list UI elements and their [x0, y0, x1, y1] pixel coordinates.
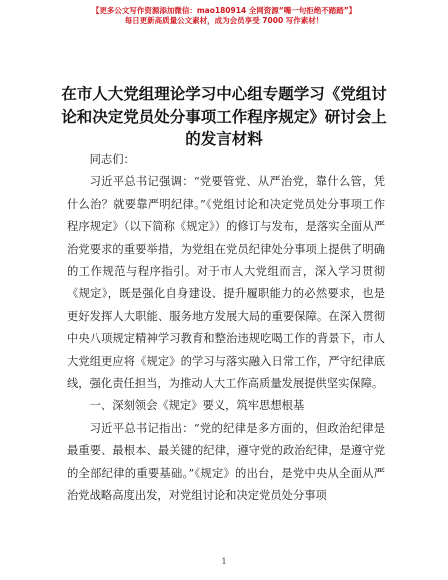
paragraph: 习近平总书记指出：“党的纪律是多方面的，但政治纪律是最重要、最根本、最关键的纪律，遵守党的政治纪律，是遵守党的全部纪律的重要基础。”《规定》的出台，是党中央从全面从严治党战略高度出发，对党组讨论和决定党员处分事项 [67, 421, 385, 503]
document-body [67, 149, 385, 508]
banner-line-2: 每日更新高质量公文素材，成为会员享受 7000 写作素材！ [124, 16, 324, 25]
section-heading: 一、深刻领会《规定》要义，筑牢思想根基 [89, 399, 305, 413]
paragraph: 习近平总书记强调：“党要管党、从严治党，靠什么管，凭什么治？就要靠严明纪律。”《党组讨论和决定党员处分事项工作程序规定》（以下简称《规定》）的修订与发布，是落实全面从严治党要求的重要举措，为党组在党员纪律处分事项上提供了明确的工作规范与程序指引。对于市人大党组而言，深入学习贯彻《规定》，既是强化自身建设、提升履职能力的必然要求，也是更好发挥人大职能、服务地方发展大局的重要保障。在深入贯彻中央八项规定精神学习教育和整治违规吃喝工作的背景下，市人大党组更应将《规定》的学习与落实融入日常工作，严守纪律底线，强化责任担当，为推动人大工作高质量发展提供坚实保障。 [67, 175, 385, 391]
promo-banner [0, 6, 448, 26]
document-title: 在市人大党组理论学习中心组专题学习《党组讨论和决定党员处分事项工作程序规定》研讨会上的发言材料 [61, 85, 387, 148]
banner-line-1: 【更多公文写作资源添加微信：mao180914 全网资源“嘴一句拒绝不踏踏”】 [91, 6, 357, 15]
page-number: 1 [221, 557, 227, 566]
salutation: 同志们： [89, 153, 135, 166]
